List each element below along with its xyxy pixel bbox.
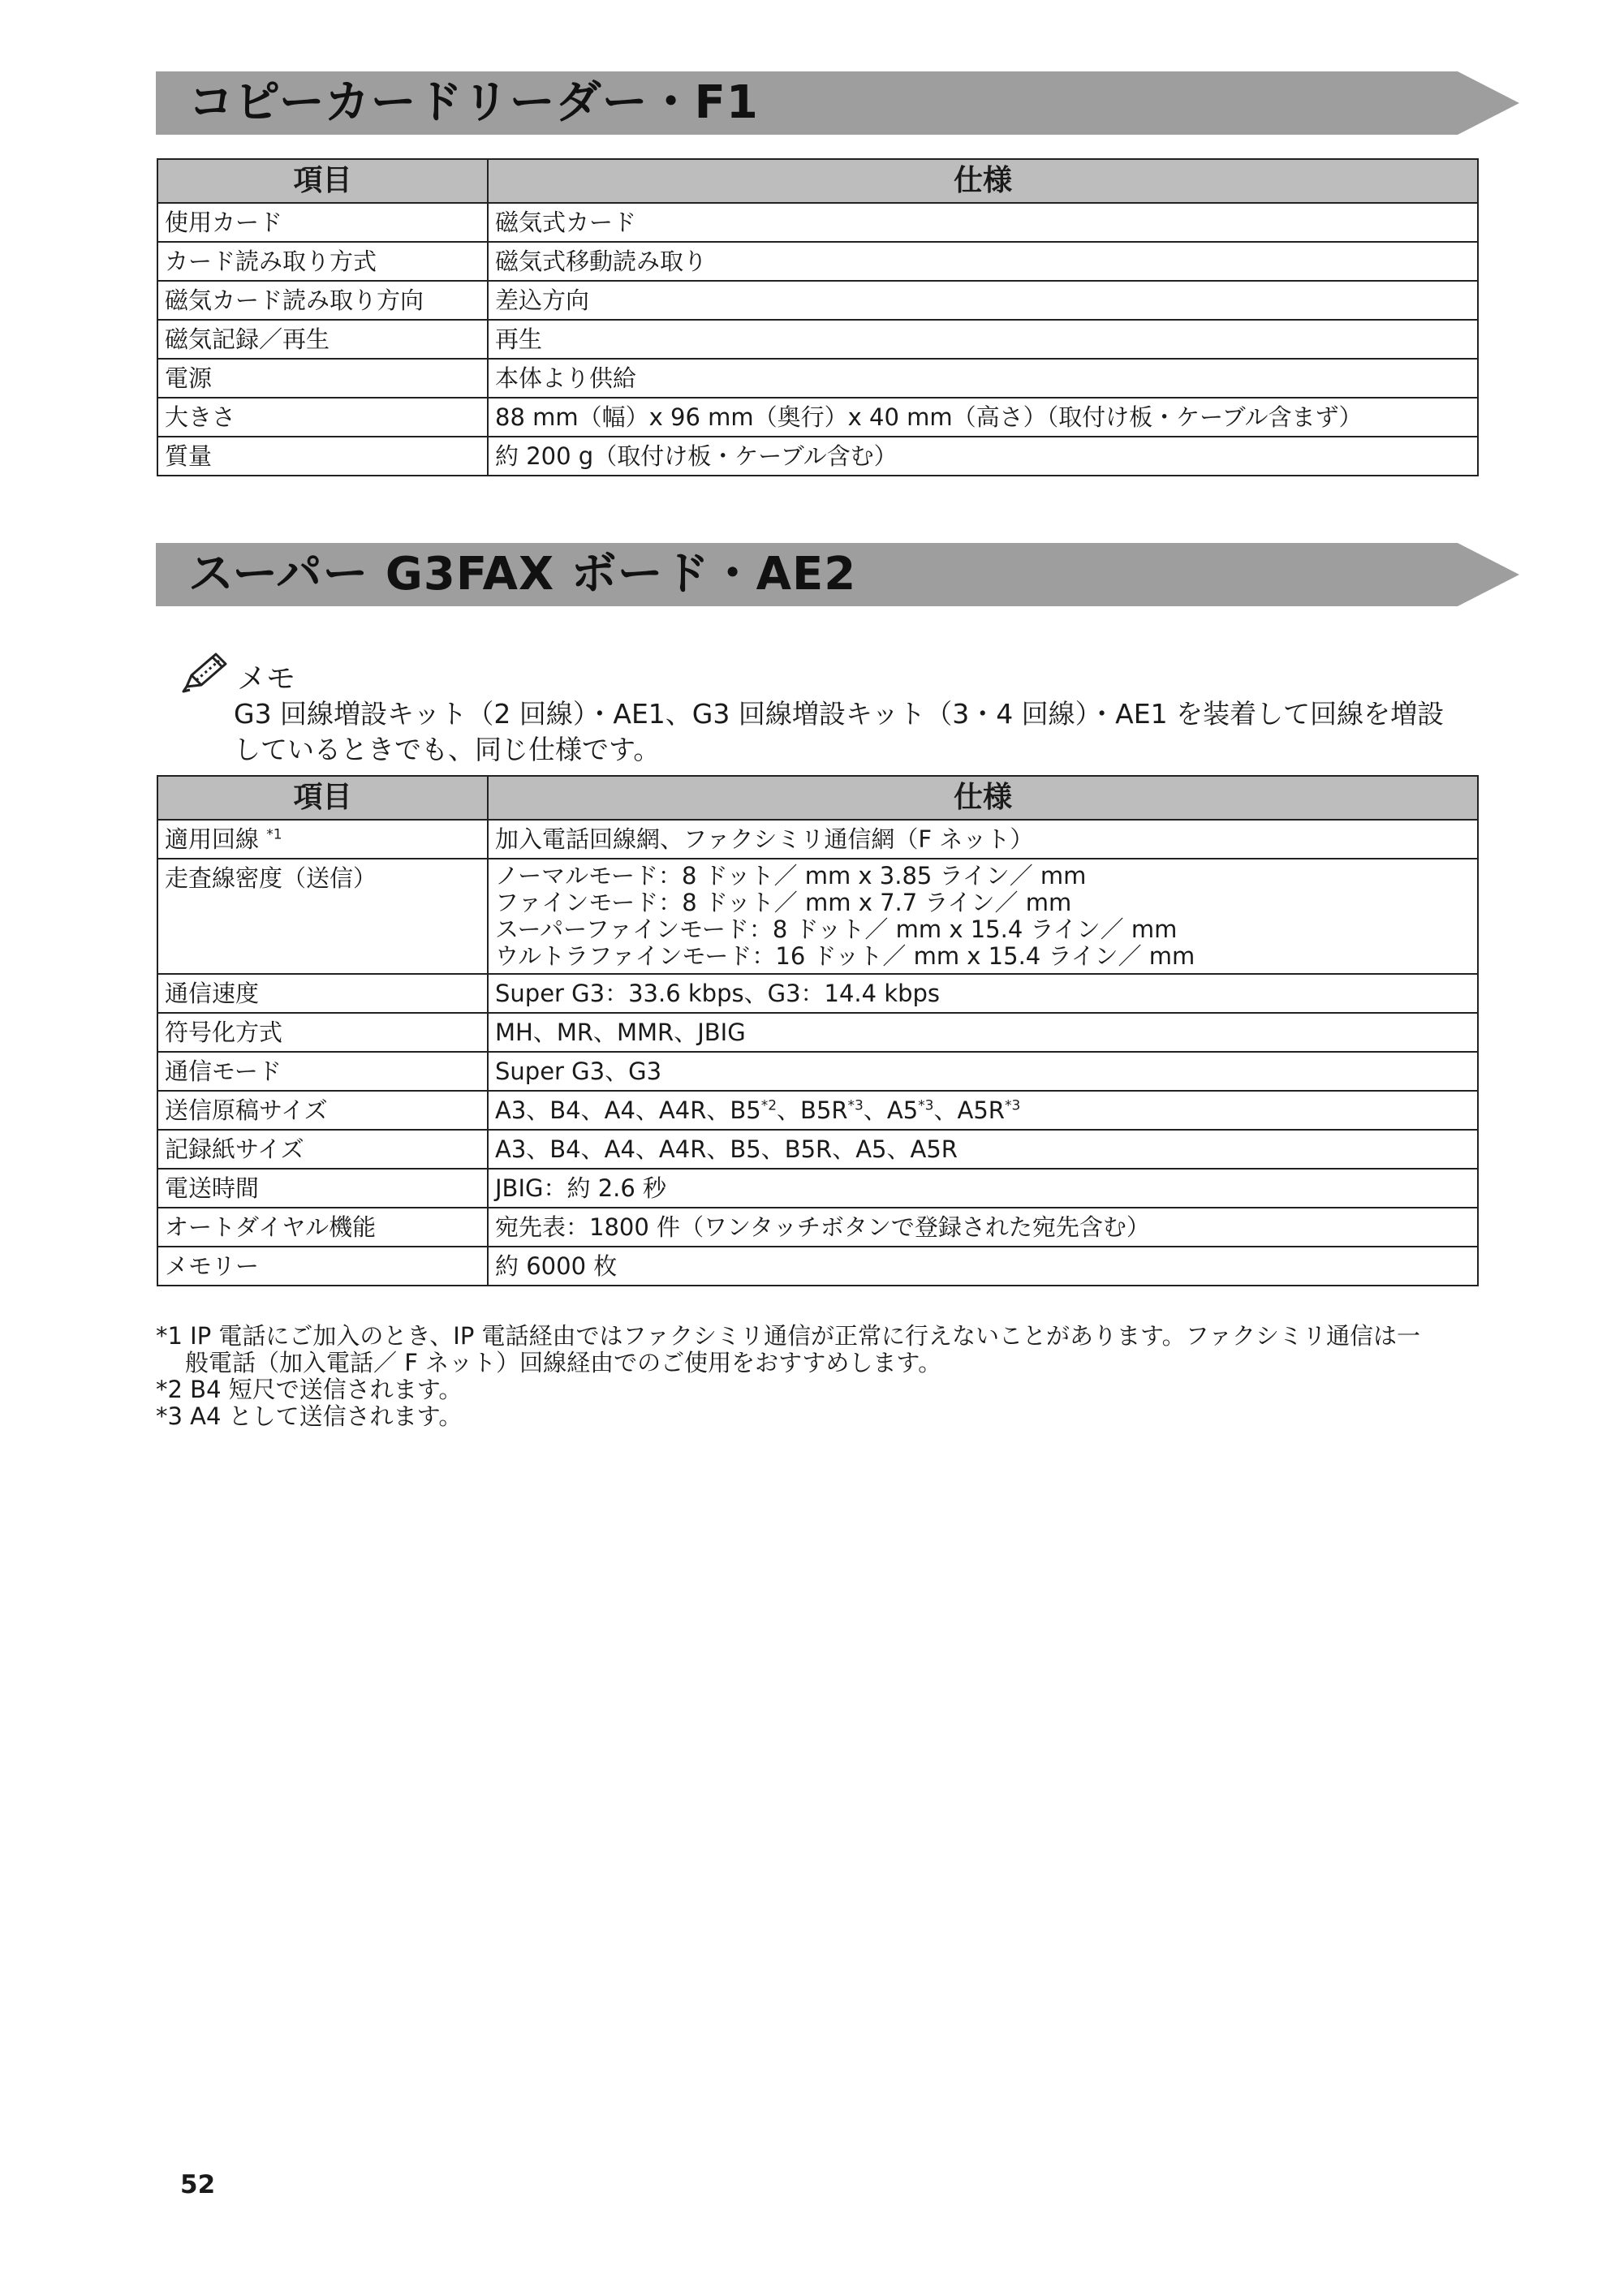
footnote-continued: 般電話（加入電話／ F ネット）回線経由でのご使用をおすすめします。 [185,1349,942,1376]
spec-line: ウルトラファインモード：16 ドット／ mm x 15.4 ライン／ mm [495,942,1195,970]
table-row [157,820,1478,859]
spec-table-fax-board [157,775,1479,1286]
section-title: コピーカードリーダー・F1 [188,76,759,129]
table-row [157,203,1478,242]
row-item: 走査線密度（送信） [157,859,488,974]
row-item: 電送時間 [157,1169,488,1208]
row-item: 質量 [157,437,488,476]
row-item: 大きさ [157,398,488,437]
table-row [157,1091,1478,1130]
row-item: 通信速度 [157,974,488,1013]
row-spec: 約 200 g（取付け板・ケーブル含む） [488,437,1478,476]
row-spec: 88 mm（幅）x 96 mm（奥行）x 40 mm（高さ）（取付け板・ケーブル含まず） [488,398,1478,437]
spec-part: 、A5 [863,1096,919,1124]
row-spec: 約 6000 枚 [488,1247,1478,1286]
memo-body [234,696,1467,768]
section-title: スーパー G3FAX ボード・AE2 [188,548,857,601]
row-spec [488,859,1478,974]
row-spec: 再生 [488,320,1478,359]
table-header-row [157,159,1478,203]
footnote: *2 B4 短尺で送信されます。 [156,1376,463,1403]
footnotes [156,1323,1487,1430]
row-spec: 本体より供給 [488,359,1478,398]
row-spec: 宛先表：1800 件（ワンタッチボタンで登録された宛先含む） [488,1208,1478,1247]
table-row [157,281,1478,320]
row-item: カード読み取り方式 [157,242,488,281]
row-item: メモリー [157,1247,488,1286]
table-row [157,1208,1478,1247]
header-item: 項目 [157,159,488,203]
table-row [157,398,1478,437]
footnote-ref: *2 [760,1097,778,1114]
row-item: 電源 [157,359,488,398]
spec-part: 、A5R [933,1096,1005,1124]
table-row [157,1013,1478,1052]
table-row [157,859,1478,974]
table-row [157,974,1478,1013]
spec-part: A3、B4、A4、A4R、B5 [495,1096,761,1124]
memo-heading [180,651,296,696]
memo-line: しているときでも、同じ仕様です。 [234,734,661,765]
row-spec: A3、B4、A4、A4R、B5、B5R、A5、A5R [488,1130,1478,1169]
header-spec: 仕様 [488,159,1478,203]
row-item [157,820,488,859]
spec-line: スーパーファインモード：8 ドット／ mm x 15.4 ライン／ mm [495,915,1178,943]
row-item: 送信原稿サイズ [157,1091,488,1130]
table-row [157,320,1478,359]
row-spec: Super G3：33.6 kbps、G3：14.4 kbps [488,974,1478,1013]
footnote-ref: *1 [266,826,282,843]
table-row [157,1169,1478,1208]
spec-table-card-reader [157,158,1479,476]
spec-line: ファインモード：8 ドット／ mm x 7.7 ライン／ mm [495,889,1072,916]
table-row [157,437,1478,476]
table-row [157,359,1478,398]
row-item-text: 適用回線 [165,825,260,853]
memo-line: G3 回線増設キット（2 回線）・AE1、G3 回線増設キット（3・4 回線）・AE1 を装着して回線を増設 [234,698,1445,730]
table-header-row [157,776,1478,820]
table-row [157,242,1478,281]
section-banner-card-reader [156,71,1519,135]
table-row [157,1247,1478,1286]
row-spec: 磁気式カード [488,203,1478,242]
header-item: 項目 [157,776,488,820]
row-spec: MH、MR、MMR、JBIG [488,1013,1478,1052]
spec-part: 、B5R [777,1096,848,1124]
row-spec: 差込方向 [488,281,1478,320]
section-banner-fax-board [156,543,1519,606]
row-item: オートダイヤル機能 [157,1208,488,1247]
row-item: 通信モード [157,1052,488,1091]
table-row [157,1052,1478,1091]
row-spec: JBIG：約 2.6 秒 [488,1169,1478,1208]
row-spec: 磁気式移動読み取り [488,242,1478,281]
pencil-icon [180,651,230,695]
spec-line: ノーマルモード：8 ドット／ mm x 3.85 ライン／ mm [495,862,1087,890]
footnote: *1 IP 電話にご加入のとき、IP 電話経由ではファクシミリ通信が正常に行えないことがあります。ファクシミリ通信は一 [156,1322,1421,1350]
footnote-ref: *3 [847,1097,864,1114]
footnote-ref: *3 [918,1097,934,1114]
table-row [157,1130,1478,1169]
row-item: 符号化方式 [157,1013,488,1052]
row-item: 磁気記録／再生 [157,320,488,359]
row-spec: 加入電話回線網、ファクシミリ通信網（F ネット） [488,820,1478,859]
memo-label: メモ [237,662,296,696]
row-spec [488,1091,1478,1130]
footnote: *3 A4 として送信されます。 [156,1402,463,1430]
row-item: 磁気カード読み取り方向 [157,281,488,320]
page-number: 52 [180,2170,216,2199]
header-spec: 仕様 [488,776,1478,820]
footnote-ref: *3 [1004,1097,1021,1114]
row-item: 使用カード [157,203,488,242]
row-spec: Super G3、G3 [488,1052,1478,1091]
row-item: 記録紙サイズ [157,1130,488,1169]
